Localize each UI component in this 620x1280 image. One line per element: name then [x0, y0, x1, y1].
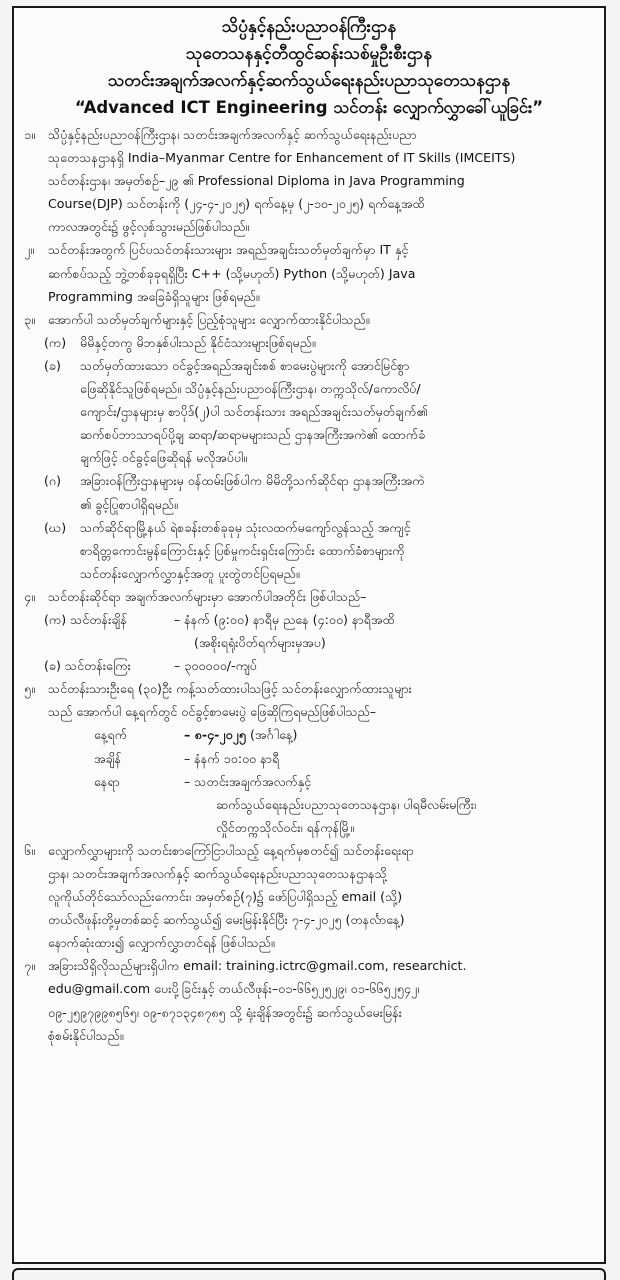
- paragraph-line: သုတေသနဌာနရှိ India–Myanmar Centre for Enhancement of IT Skills (IMCEITS): [48, 150, 516, 166]
- sub-item-number: (ဂ): [44, 473, 62, 489]
- sub-item-line: သင်တန်းလျှောက်လွှာနှင့်အတူ ပူးတွဲတင်ပြရမည်။: [80, 565, 300, 581]
- paragraph-7: [24, 954, 594, 1046]
- paragraph-line: Course(DJP) သင်တန်းကို (၂၄-၄-၂၀၂၅) ရက်နေ့မှ (၂-၁၀-၂၀၂၅) ရက်နေ့အထိ: [48, 196, 425, 212]
- exam-place-row: [24, 770, 594, 793]
- paragraph-line: အောက်ပါ သတ်မှတ်ချက်များနှင့် ပြည့်စုံသူများ လျှောက်ထားနိုင်ပါသည်။: [48, 311, 370, 327]
- sub-item-line: ဆက်စပ်ဘာသာရပ်ပို့ချ ဆရာ/ဆရာမများသည် ဌာနအကြီးအကဲ၏ ထောက်ခံ: [80, 427, 426, 443]
- exam-place-value: – သတင်းအချက်အလက်နှင့်: [184, 773, 312, 789]
- next-notice-border: [12, 1268, 606, 1280]
- paragraph-line: လျှောက်လွှာများကို သတင်းစာကြော်ငြာပါသည့် နေ့ရက်မှစတင်၍ သင်တန်းရေးရာ: [48, 842, 414, 858]
- paragraph-line: ကာလအတွင်း၌ ဖွင့်လှစ်သွားမည်ဖြစ်ပါသည်။: [48, 219, 250, 235]
- sub-item-line: ဖြေဆိုနိုင်သူဖြစ်ရမည်။ သိပ္ပံနှင့်နည်းပညာဝန်ကြီးဌာန၊ တက္ကသိုလ်/ကောလိပ်/: [80, 381, 421, 397]
- exam-place-label: နေရာ: [94, 773, 120, 789]
- paragraph-line: တယ်လီဖုန်းတို့မှတစ်ဆင့် ဆက်သွယ်၍ မေးမြန်းနိုင်ပြီး ၇-၄-၂၀၂၅ (တနင်္လာနေ့): [48, 912, 405, 928]
- paragraph-number: ၄။: [24, 588, 35, 604]
- course-time-label: (က) သင်တန်းချိန်: [44, 611, 127, 627]
- paragraph-number: ၂။: [24, 242, 34, 258]
- paragraph-line: လူကိုယ်တိုင်သော်လည်းကောင်း၊ အမှတ်စဉ်(၇)၌ ဖော်ပြပါရှိသည့် email (သို့): [48, 889, 403, 905]
- exam-time-label: အချိန်: [94, 750, 122, 766]
- sub-item-line: ကျောင်း/ဌာနများမှ စာပိုဒ်(၂)ပါ သင်တန်းသား အရည်အချင်းသတ်မှတ်ချက်၏: [80, 404, 428, 420]
- paragraph-line: ၀၉-၂၅၉၇၉၉၈၅၆၅၊ ၀၉-၈၇၁၃၄၈၇၈၅ သို့ ရုံးချိန်အတွင်း၌ ဆက်သွယ်မေးမြန်း: [48, 1004, 402, 1020]
- paragraph-line: သိပ္ပံနှင့်နည်းပညာဝန်ကြီးဌာန၊ သတင်းအချက်အလက်နှင့် ဆက်သွယ်ရေးနည်းပညာ: [48, 127, 417, 142]
- sub-item-line: သက်ဆိုင်ရာမြို့နယ် ရဲစခန်းတစ်ခုခုမှ သုံးလထက်မကျော်လွန်သည့် အကျင့်: [80, 519, 411, 535]
- exam-time-row: [24, 747, 594, 770]
- paragraph-line: နောက်ဆုံးထား၍ လျှောက်လွှာတင်ရန် ဖြစ်ပါသည်။: [48, 935, 275, 951]
- paragraph-5: [24, 677, 594, 723]
- paragraph-line: သင်တန်းသားဦးရေ (၃၀)ဦး ကန့်သတ်ထားပါသဖြင့် သင်တန်းလျှောက်ထားသူများ: [48, 681, 412, 697]
- exam-date-row: [24, 723, 594, 746]
- paragraph-line: သင်တန်းဌာန၊ အမှတ်စဉ်–၂၉ ၏ Professional Diploma in Java Programming: [48, 173, 465, 189]
- course-time-value: – နံနက် (၉:၀၀) နာရီမှ ညနေ (၄:၀၀) နာရီအထိ: [174, 611, 395, 627]
- notice-body: [24, 123, 594, 1047]
- paragraph-line: edu@gmail.com ပေးပို့ခြင်းနှင့် တယ်လီဖုန်း–၀၁-၆၆၅၂၅၂၉၊ ၀၁-၆၆၅၂၅၄၂၊: [48, 981, 420, 997]
- paragraph-line: အခြားသိရှိလိုသည်များရှိပါက email: training.ictrc@gmail.com, researchict.: [48, 958, 467, 974]
- paragraph-number: ၁။: [24, 127, 35, 142]
- department-name: သုတေသနနှင့်တီထွင်ဆန်းသစ်မှုဦးစီးဌာန: [185, 44, 433, 64]
- sub-item-nga: [24, 516, 594, 585]
- paragraph-number: ၇။: [24, 958, 35, 974]
- exam-date-value: – ၈-၄-၂၀၂၅: [184, 727, 246, 743]
- sub-item-ga: [24, 469, 594, 515]
- paragraph-line: ဌာန၊ သတင်းအချက်အလက်နှင့် ဆက်သွယ်ရေးနည်းပညာသုတေသနဌာနသို့: [48, 866, 387, 881]
- notice-title: “Advanced ICT Engineering သင်တန်း လျှောက်လွှာခေါ်ယူခြင်း”: [74, 98, 544, 117]
- sub-item-ka: [24, 331, 594, 354]
- paragraph-4: [24, 585, 594, 608]
- paragraph-number: ၃။: [24, 311, 35, 327]
- paragraph-number: ၆။: [24, 842, 35, 858]
- sub-item-line: သတ်မှတ်ထားသော ဝင်ခွင့်အရည်အချင်းစစ် စာမေးပွဲများကို အောင်မြင်စွာ: [80, 357, 410, 373]
- exam-day-value: (အင်္ဂါနေ့): [245, 727, 298, 743]
- paragraph-line: Programming အခြေခံရှိသူများ ဖြစ်ရမည်။: [48, 288, 260, 304]
- paragraph-3: [24, 308, 594, 331]
- course-time-note-row: [24, 631, 594, 654]
- course-time-note: (အစိုးရရုံးပိတ်ရက်များမှအပ): [194, 635, 326, 651]
- exam-place-line: လှိုင်တက္ကသိုလ်ဝင်း၊ ရန်ကုန်မြို့။: [216, 819, 355, 835]
- paragraph-line: စုံစမ်းနိုင်ပါသည်။: [48, 1027, 124, 1043]
- paragraph-line: သင်တန်းအတွက် ပြင်ပသင်တန်းသားများ အရည်အချင်းသတ်မှတ်ချက်မှာ IT နှင့်: [48, 242, 409, 258]
- paragraph-1: [24, 123, 594, 238]
- paragraph-6: [24, 839, 594, 954]
- sub-item-number: (က): [44, 334, 67, 350]
- exam-place-line: ဆက်သွယ်ရေးနည်းပညာသုတေသနဌာန၊ ပါရမီလမ်းမကြီး၊: [216, 796, 477, 812]
- paragraph-line: ဆက်စပ်သည့် ဘွဲ့တစ်ခုခုရရှိပြီး C++ (သို့မဟုတ်) Python (သို့မဟုတ်) Java: [48, 265, 416, 281]
- exam-time-value: – နံနက် ၁၀:၀၀ နာရီ: [184, 750, 280, 766]
- ministry-name: သိပ္ပံနှင့်နည်းပညာဝန်ကြီးဌာန: [221, 17, 397, 37]
- sub-item-line: ၏ ခွင့်ပြုစာပါရှိရမည်။: [80, 496, 178, 512]
- sub-item-number: (ခ): [44, 357, 61, 373]
- sub-item-kha: [24, 354, 594, 469]
- institute-name: သတင်းအချက်အလက်နှင့်ဆက်သွယ်ရေးနည်းပညာသုတေသနဌာန: [107, 71, 511, 91]
- course-fee-label: (ခ) သင်တန်းကြေး: [44, 658, 131, 674]
- paragraph-2: [24, 238, 594, 307]
- sub-item-line: စာရိတ္တကောင်းမွန်ကြောင်းနှင့် ပြစ်မှုကင်းရှင်းကြောင်း ထောက်ခံစာများကို: [80, 542, 405, 558]
- exam-date-label: နေ့ရက်: [94, 727, 127, 743]
- course-fee-value: – ၃၀၀၀၀၀/-ကျပ်: [174, 658, 257, 674]
- paragraph-line: သင်တန်းဆိုင်ရာ အချက်အလက်များမှာ အောက်ပါအတိုင်း ဖြစ်ပါသည်–: [48, 588, 367, 604]
- course-time-row: [24, 608, 594, 631]
- sub-item-line: အခြားဝန်ကြီးဌာနများမှ ဝန်ထမ်းဖြစ်ပါက မိမိတို့သက်ဆိုင်ရာ ဌာနအကြီးအကဲ: [80, 473, 425, 489]
- sub-item-line: ချက်ဖြင့် ဝင်ခွင့်ဖြေဆိုရန် မလိုအပ်ပါ။: [80, 450, 248, 466]
- course-fee-row: [24, 654, 594, 677]
- paragraph-line: သည် အောက်ပါ နေ့ရက်တွင် ဝင်ခွင့်စာမေးပွဲ ဖြေဆိုကြရမည်ဖြစ်ပါသည်–: [48, 704, 377, 720]
- paragraph-number: ၅။: [24, 681, 35, 697]
- sub-item-line: မိမိနှင့်တကွ မိဘနှစ်ပါးသည် နိုင်ငံသားများဖြစ်ရမည်။: [80, 334, 316, 350]
- announcement-notice: [12, 6, 606, 1264]
- sub-item-number: (ဃ): [44, 519, 67, 535]
